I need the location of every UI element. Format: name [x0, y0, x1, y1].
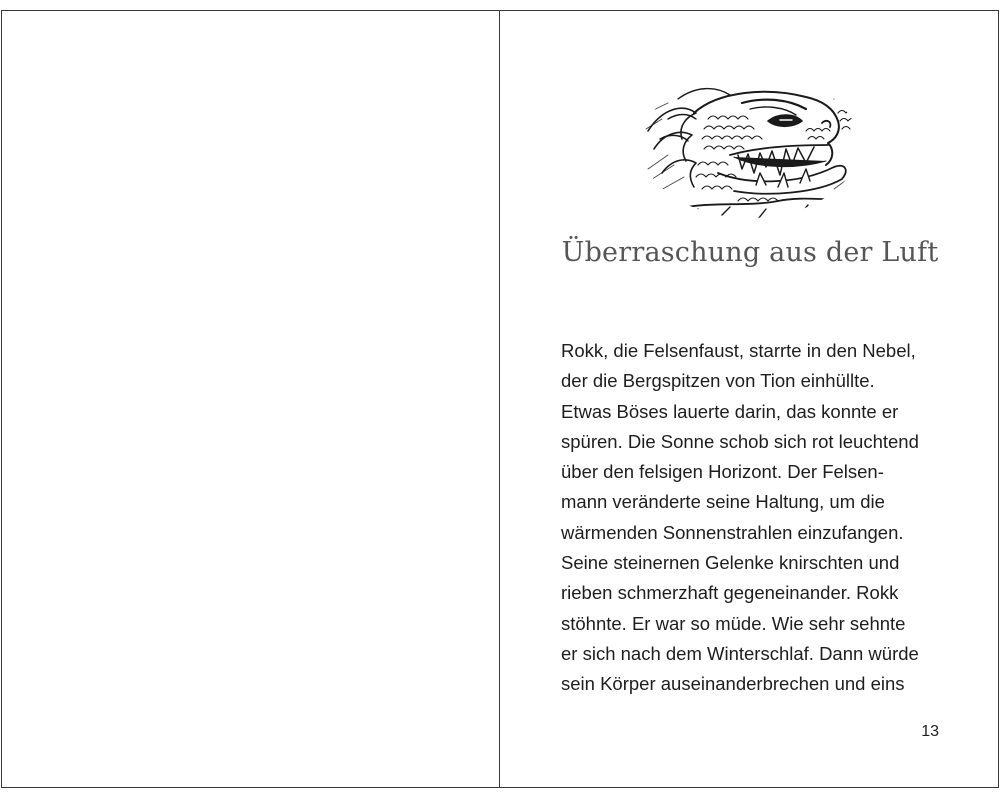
- text-line: sein Körper auseinanderbrechen und eins: [561, 673, 905, 695]
- dragon-head-illustration: [638, 69, 862, 221]
- page-number: 13: [921, 723, 939, 740]
- text-line: Seine steinernen Gelenke knirschten und: [561, 552, 900, 574]
- text-line: der die Bergspitzen von Tion einhüllte.: [561, 370, 875, 392]
- chapter-title: Überraschung aus der Luft: [561, 237, 939, 268]
- text-line: wärmenden Sonnenstrahlen einzufangen.: [561, 521, 904, 543]
- right-page: [500, 10, 999, 788]
- text-line: Etwas Böses lauerte darin, das konnte er: [561, 400, 899, 422]
- text-line: Rokk, die Felsenfaust, starrte in den Nebel,: [561, 340, 916, 361]
- text-line: er sich nach dem Winterschlaf. Dann würde: [561, 642, 919, 664]
- text-line: stöhnte. Er war so müde. Wie sehr sehnte: [561, 612, 906, 634]
- text-line: über den felsigen Horizont. Der Felsen-: [561, 461, 884, 483]
- text-line: spüren. Die Sonne schob sich rot leuchtend: [561, 430, 919, 452]
- text-line: mann veränderte seine Haltung, um die: [561, 491, 885, 513]
- chapter-body-text: [561, 336, 961, 700]
- text-line: rieben schmerzhaft gegeneinander. Rokk: [561, 582, 899, 604]
- left-page-blank: [1, 10, 500, 788]
